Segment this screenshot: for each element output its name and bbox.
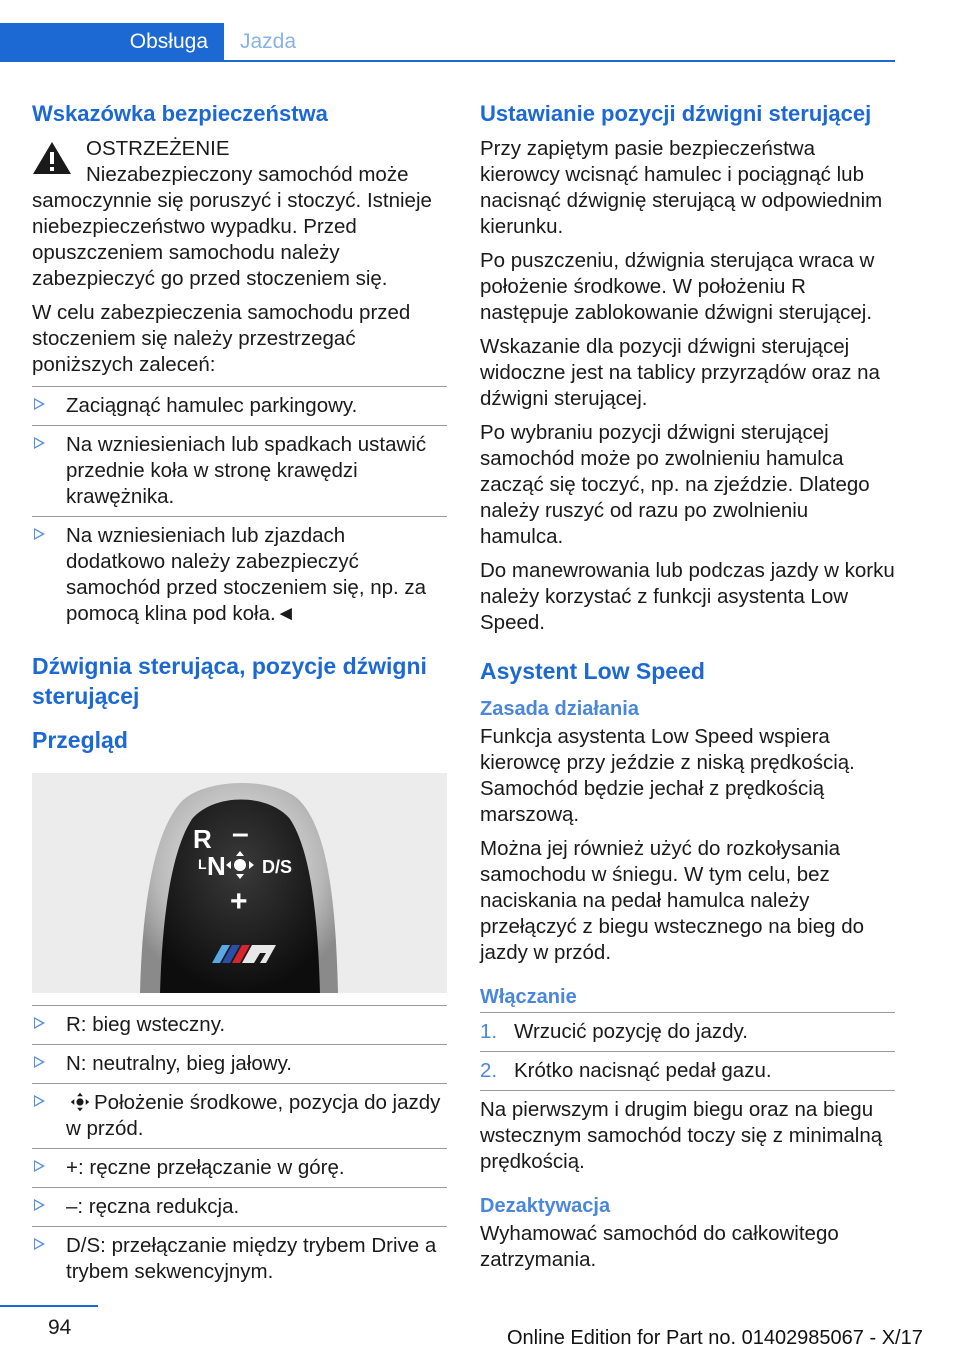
list-item: +: ręczne przełączanie w górę. [32, 1148, 447, 1187]
list-item: Zaciągnąć hamulec parkingowy. [32, 386, 447, 425]
triangle-bullet-icon [34, 1160, 45, 1172]
paragraph: Po puszczeniu, dźwignia sterująca wraca w położenie środkowe. W położeniu R następuje zablokowanie dźwigni sterującej. [480, 249, 875, 324]
list-item: Na wzniesieniach lub zjazdach dodatkowo należy zabezpieczyć samochód przed stoczeniem się, np. za pomocą klina pod koła.◄ [32, 516, 447, 633]
list-item: D/S: przełączanie między trybem Drive a trybem sekwencyjnym. [32, 1226, 447, 1291]
deactivation-heading: Dezaktywacja [480, 1195, 611, 1217]
lever-label-ds: D/S [262, 857, 293, 877]
warning-triangle-icon [32, 140, 72, 176]
list-item: –: ręczna redukcja. [32, 1187, 447, 1226]
list-item: 1. Wrzucić pozycję do jazdy. [480, 1012, 895, 1051]
chapter-tabs [0, 23, 895, 61]
paragraph: Wskazanie dla pozycji dźwigni sterującej widoczne jest na tablicy przyrządów oraz na dźwigni sterującej. [480, 335, 880, 410]
lever-section-heading: Dźwignia sterująca, pozycje dźwigni sterującej [32, 653, 427, 709]
triangle-bullet-icon [34, 1095, 45, 1107]
activation-steps [480, 1012, 895, 1091]
overview-list [32, 1005, 447, 1291]
left-column [32, 100, 447, 1297]
triangle-bullet-icon [34, 1056, 45, 1068]
tab-jazda[interactable]: Jazda [240, 30, 297, 53]
right-column [480, 100, 895, 1281]
list-item: R: bieg wsteczny. [32, 1005, 447, 1044]
assist-heading: Asystent Low Speed [480, 658, 705, 684]
list-item: 2. Krótko nacisnąć pedał gazu. [480, 1051, 895, 1091]
list-item: Położenie środkowe, pozycja do jazdy w przód. [32, 1083, 447, 1148]
list-item: Na wzniesieniach lub spadkach ustawić przednie koła w stronę krawędzi krawężnika. [32, 425, 447, 516]
triangle-bullet-icon [34, 1199, 45, 1211]
safety-intro: W celu zabezpieczenia samochodu przed stoczeniem się należy przestrzegać poniższych zaleceń: [32, 301, 411, 376]
paragraph: Wyhamować samochód do całkowitego zatrzymania. [480, 1222, 839, 1271]
paragraph: Funkcja asystenta Low Speed wspiera kierowcę przy jeździe z niską prędkością. Samochód będzie jechał z prędkością marszową. [480, 725, 855, 826]
paragraph: Przy zapiętym pasie bezpieczeństwa kierowcy wcisnąć hamulec i pociągnąć lub nacisnąć dźwignię sterującą w odpowiednim kierunku. [480, 137, 883, 238]
gear-lever-image [32, 773, 447, 993]
triangle-bullet-icon [34, 528, 45, 540]
lever-label-plus: + [230, 885, 248, 918]
center-position-icon [70, 1092, 90, 1112]
activation-heading: Włączanie [480, 986, 577, 1008]
safety-heading: Wskazówka bezpieczeństwa [32, 101, 328, 126]
paragraph: Do manewrowania lub podczas jazdy w korku należy korzystać z funkcji asystenta Low Speed. [480, 559, 895, 634]
tab-obsluga[interactable]: Obsługa [0, 23, 224, 61]
paragraph: Po wybraniu pozycji dźwigni sterującej samochód może po zwolnieniu hamulca zacząć się toczyć, np. na zjeździe. Dlatego należy ruszyć od razu po zwolnieniu hamulca. [480, 421, 870, 548]
header-divider [0, 60, 895, 62]
paragraph: Na pierwszym i drugim biegu oraz na biegu wstecznym samochód toczy się z minimalną prędkością. [480, 1098, 883, 1173]
setting-heading: Ustawianie pozycji dźwigni sterującej [480, 101, 872, 126]
warning-label: OSTRZEŻENIE [86, 137, 230, 160]
lever-label-n: N [207, 851, 226, 881]
principle-heading: Zasada działania [480, 698, 639, 720]
warning-text: Niezabezpieczony samochód może samoczynnie się poruszyć i stoczyć. Istnieje niebezpieczeństwo wypadku. Przed opuszczeniem samochodu należy zabezpieczyć go przed stoczeniem się. [32, 163, 432, 290]
footer-divider [0, 1305, 98, 1307]
gear-lever-illustration [32, 773, 447, 993]
lever-label-r: R [193, 824, 212, 854]
triangle-bullet-icon [34, 1238, 45, 1250]
edition-text: Online Edition for Part no. 01402985067 - X/17 [507, 1327, 923, 1349]
page-number: 94 [48, 1316, 72, 1339]
triangle-bullet-icon [34, 1017, 45, 1029]
safety-list [32, 386, 447, 633]
overview-heading: Przegląd [32, 727, 128, 753]
triangle-bullet-icon [34, 437, 45, 449]
warning-block [32, 136, 447, 292]
list-item: N: neutralny, bieg jałowy. [32, 1044, 447, 1083]
paragraph: Można jej również użyć do rozkołysania samochodu w śniegu. W tym celu, bez naciskania na pedał hamulca należy przełączyć z biegu wstecznego na bieg do jazdy w przód. [480, 837, 865, 964]
lever-label-l: L [198, 856, 207, 872]
lever-label-minus: – [232, 817, 249, 850]
triangle-bullet-icon [34, 398, 45, 410]
